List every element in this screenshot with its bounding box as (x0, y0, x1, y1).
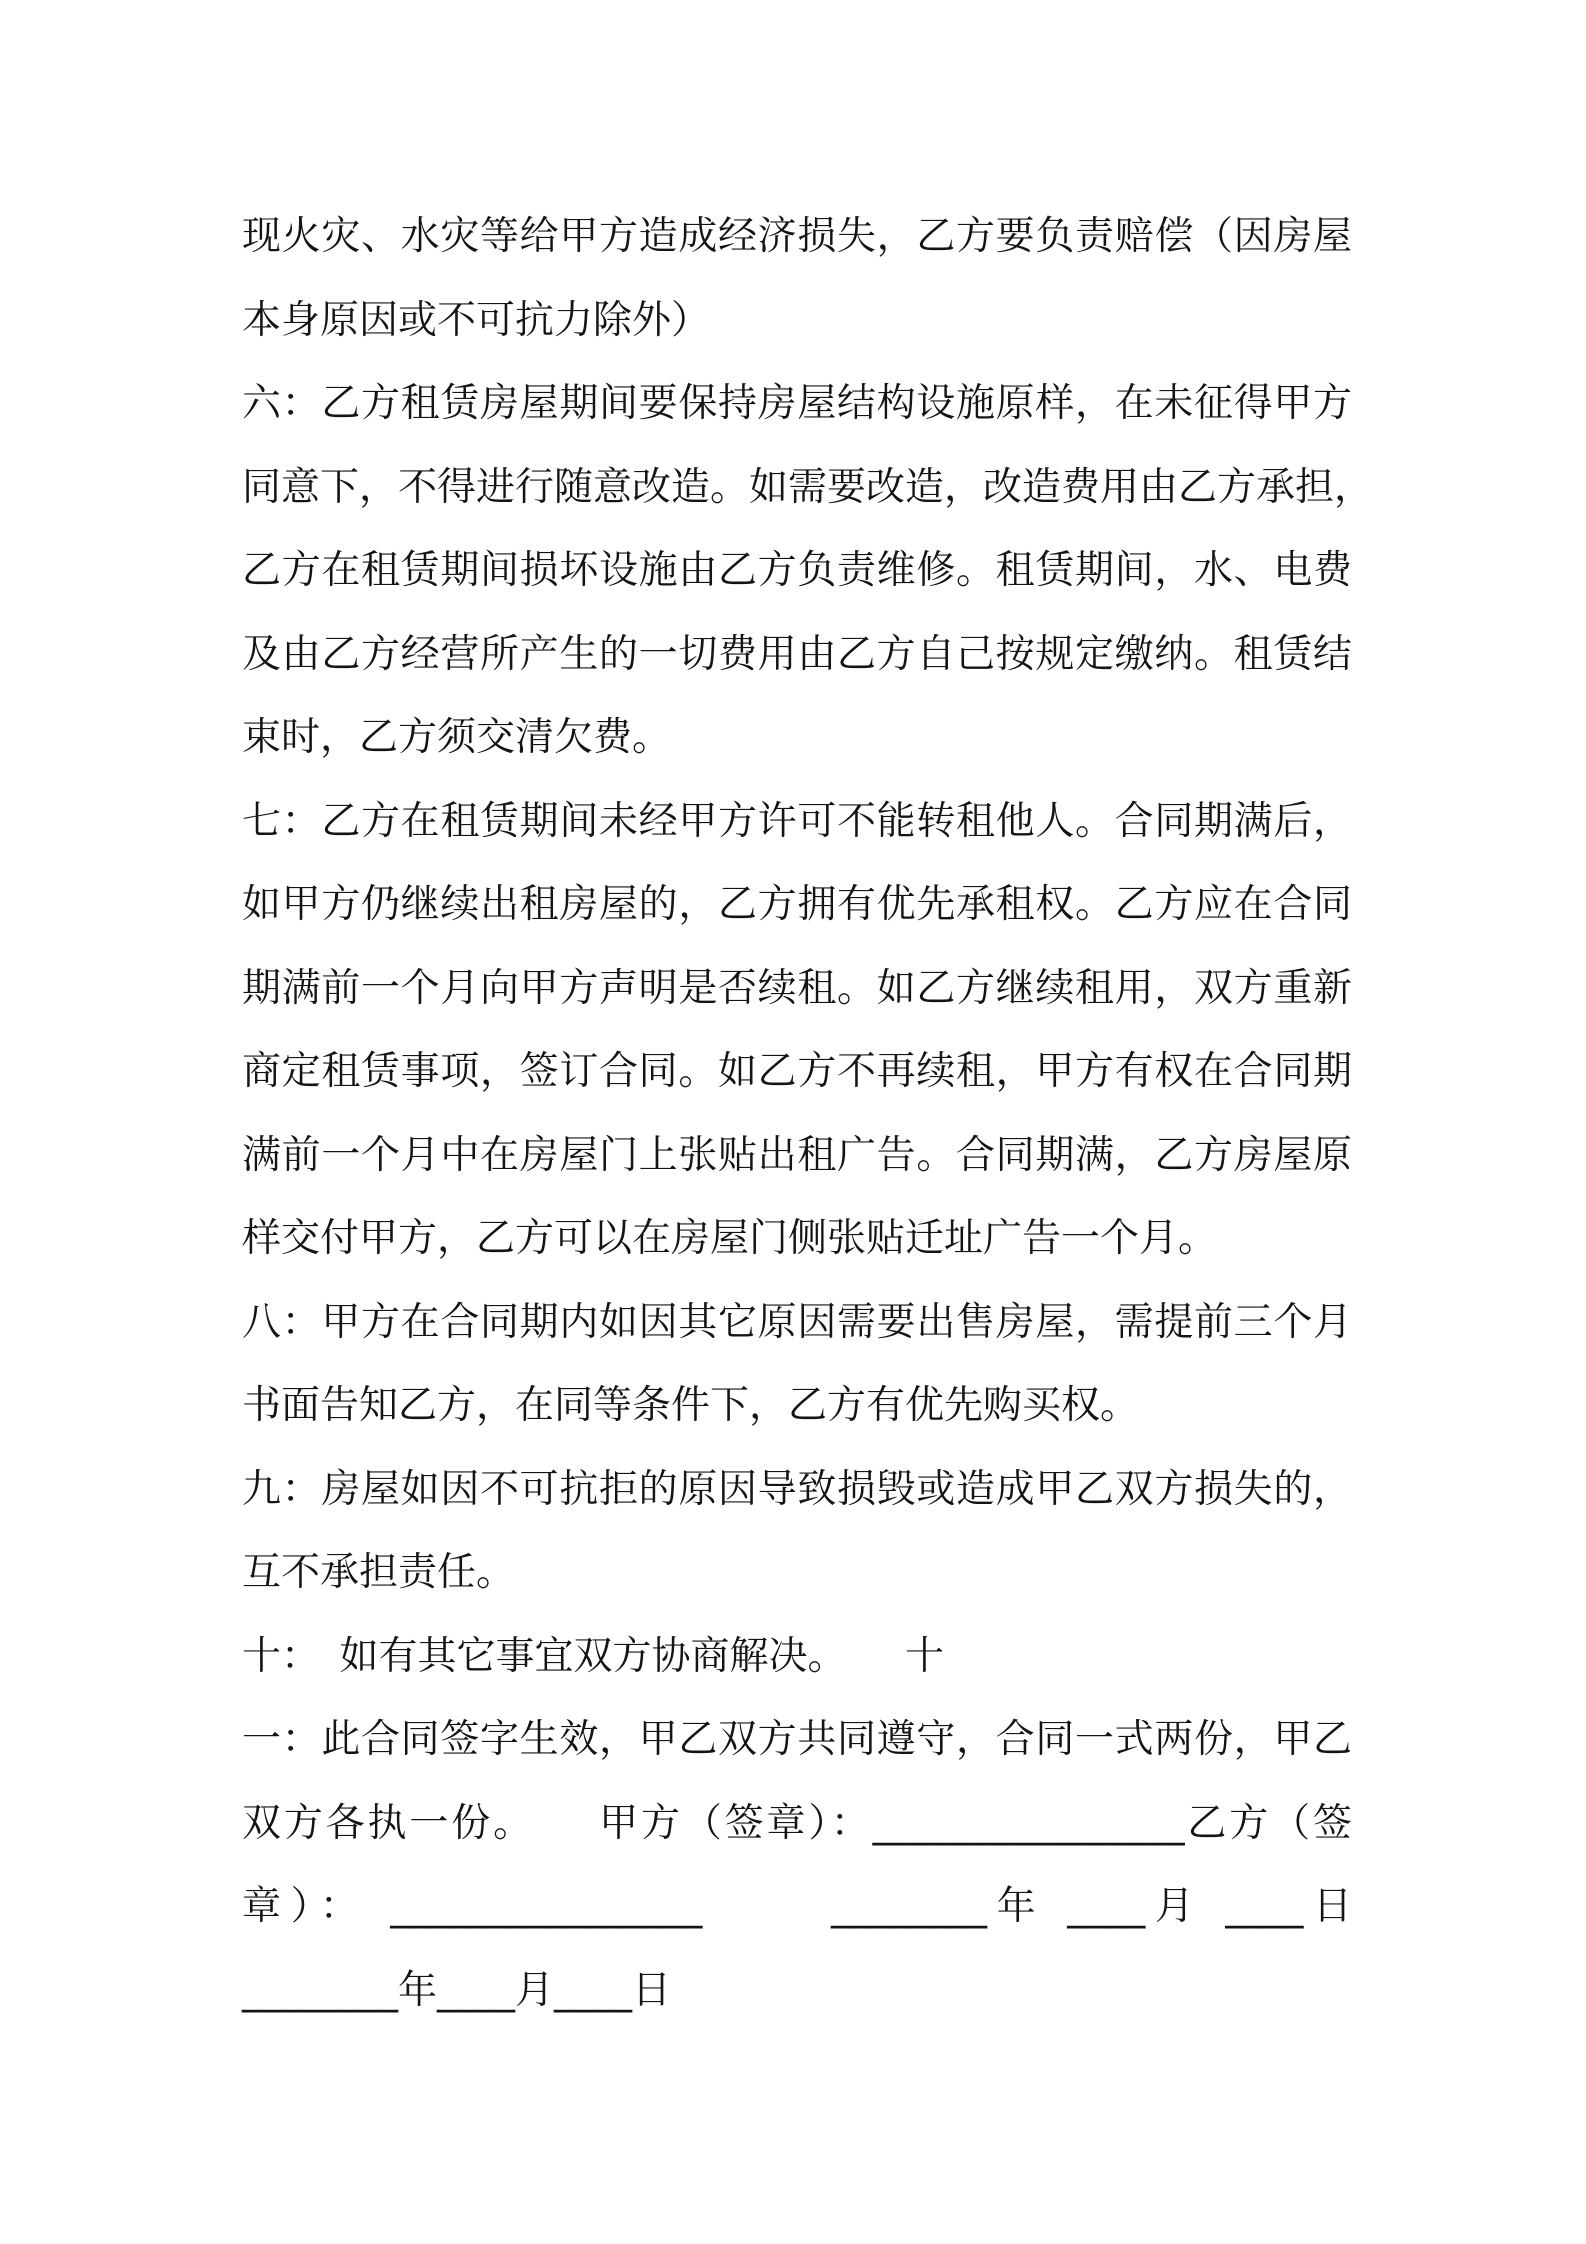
clause-ten-line: 十： 如有其它事宜双方协商解决。 十 (242, 1633, 945, 1679)
text-line: 互不承担责任。 (242, 1550, 516, 1595)
signature-line-party-a: 双方各执一份。 甲方（签章）：________________乙方（签 (242, 1800, 1352, 1846)
text-line: 同意下，不得进行随意改造。如需要改造，改造费用由乙方承担， (242, 464, 1374, 510)
clause-nine-line: 九：房屋如因不可抗拒的原因导致损毁或造成甲乙双方损失的， (242, 1466, 1352, 1512)
text-line: 商定租赁事项，签订合同。如乙方不再续租，甲方有权在合同期 (242, 1049, 1352, 1094)
text-line: 样交付甲方，乙方可以在房屋门侧张贴迁址广告一个月。 (242, 1216, 1218, 1261)
text-line: 本身原因或不可抗力除外） (242, 297, 711, 343)
clause-seven-line: 七：乙方在租赁期间未经甲方许可不能转租他人。合同期满后， (242, 798, 1352, 844)
contract-text-body (242, 195, 1374, 2032)
signature-date-line: ________年____月____日 (242, 1967, 672, 2013)
signature-line-party-b: 章）： ________________ ________年 ____月 ____日 (242, 1884, 1352, 1929)
text-line: 束时，乙方须交清欠费。 (242, 715, 672, 760)
clause-eight-line: 八：甲方在合同期内如因其它原因需要出售房屋，需提前三个月 (242, 1299, 1352, 1345)
text-line: 如甲方仍继续出租房屋的，乙方拥有优先承租权。乙方应在合同 (242, 882, 1352, 927)
text-line: 书面告知乙方，在同等条件下，乙方有优先购买权。 (242, 1383, 1140, 1428)
clause-six-line: 六：乙方租赁房屋期间要保持房屋结构设施原样，在未征得甲方 (242, 381, 1352, 426)
text-line: 乙方在租赁期间损坏设施由乙方负责维修。租赁期间，水、电费 (242, 548, 1352, 593)
text-line: 满前一个月中在房屋门上张贴出租广告。合同期满，乙方房屋原 (242, 1132, 1352, 1178)
clause-eleven-line: 一：此合同签字生效，甲乙双方共同遵守，合同一式两份，甲乙 (242, 1717, 1352, 1762)
text-line: 期满前一个月向甲方声明是否续租。如乙方继续租用，双方重新 (242, 965, 1352, 1011)
text-line: 及由乙方经营所产生的一切费用由乙方自己按规定缴纳。租赁结 (242, 631, 1352, 677)
text-line: 现火灾、水灾等给甲方造成经济损失，乙方要负责赔偿（因房屋 (242, 214, 1352, 259)
